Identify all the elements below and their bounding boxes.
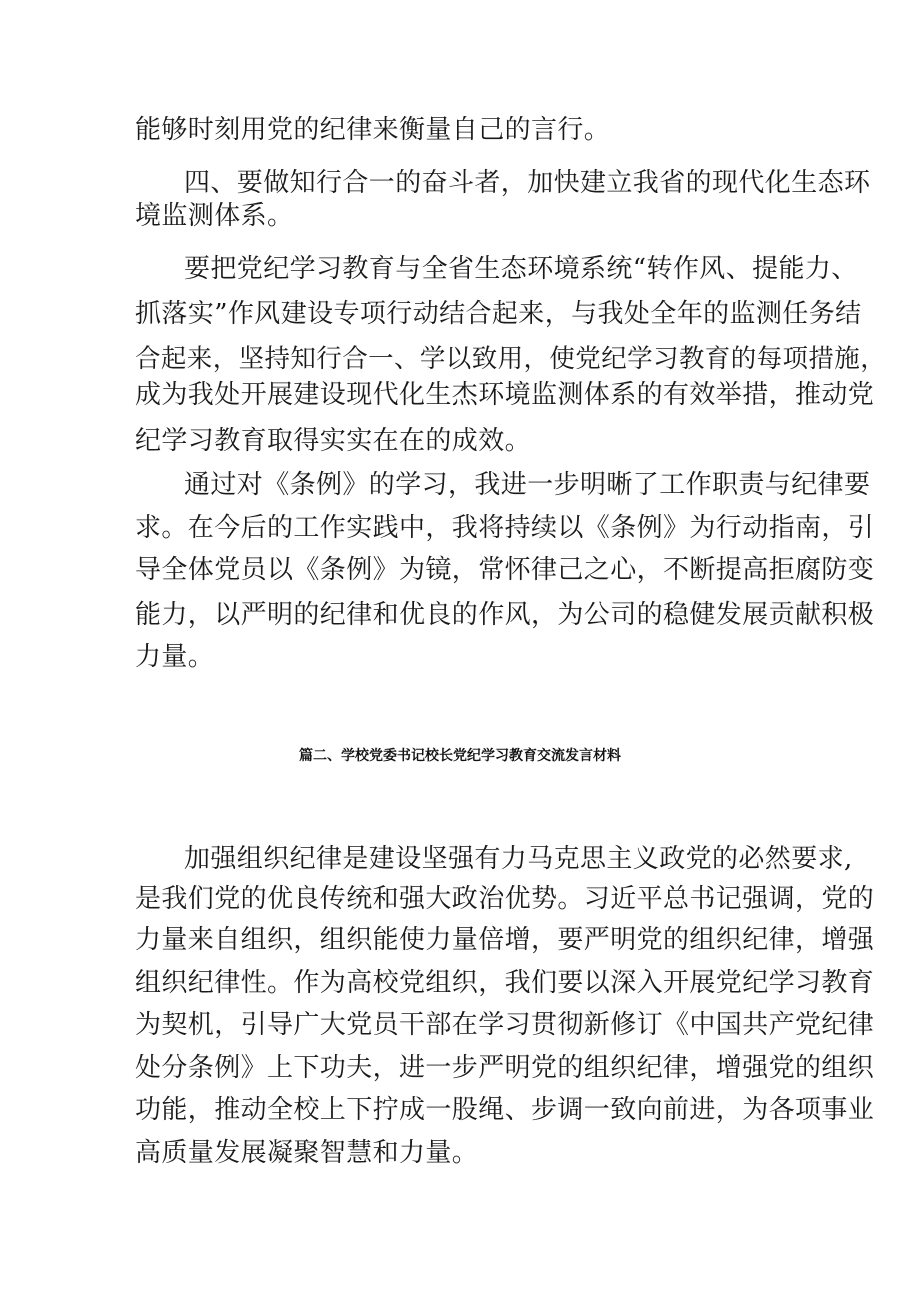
- paragraph-line: 能力，以严明的纪律和优良的作风，为公司的稳健发展贡献积极: [135, 600, 875, 630]
- paragraph-line: 力量。: [135, 642, 215, 672]
- paragraph-line: 能够时刻用党的纪律来衡量自己的言行。: [135, 115, 611, 145]
- paragraph-line: 处分条例》上下功夫，进一步严明党的组织纪律，增强党的组织: [135, 1053, 875, 1083]
- paragraph-line: 境监测体系。: [135, 201, 294, 231]
- paragraph-line: 抓落实”作风建设专项行动结合起来，与我处全年的监测任务结: [135, 299, 862, 329]
- paragraph-line: 导全体党员以《条例》为镜，常怀律己之心，不断提高拒腐防变: [135, 555, 875, 585]
- paragraph-line: 合起来，坚持知行合一、学以致用，使党纪学习教育的每项措施，: [135, 344, 887, 374]
- paragraph-line: 成为我处开展建设现代化生杰环境监测体系的有效举措，推动党: [135, 380, 875, 410]
- section-point-four: 四、要做知行合一的奋斗者，加快建立我省的现代化生态环: [184, 168, 871, 198]
- paragraph-line: 加强组织纪律是建设坚强有力马克思主义政党的必然要求,: [184, 844, 853, 874]
- paragraph-line: 是我们党的优良传统和强大政治优势。习近平总书记强调，党的: [135, 884, 875, 914]
- paragraph-line: 通过对《条例》的学习，我进一步明晰了工作职责与纪律要: [184, 470, 871, 500]
- paragraph-line: 为契机，引导广大党员干部在学习贯彻新修订《中国共产党纪律: [135, 1010, 875, 1040]
- paragraph-line: 要把党纪学习教育与全省生态环境系统“转作风、提能力、: [184, 254, 858, 284]
- paragraph-line: 功能，推动全校上下拧成一股绳、步调一致向前进，为各项事业: [135, 1095, 875, 1125]
- paragraph-line: 组织纪律性。作为高校党组织，我们要以深入开展党纪学习教育: [135, 968, 875, 998]
- paragraph-line: 力量来自组织，组织能使力量倍增，要严明党的组织纪律，增强: [135, 925, 875, 955]
- section-heading: 篇二、学校党委书记校长党纪学习教育交流发言材料: [299, 748, 621, 764]
- paragraph-line: 纪学习教育取得实实在在的成效。: [135, 426, 532, 456]
- paragraph-line: 求。在今后的工作实践中，我将持续以《条例》为行动指南，引: [135, 513, 875, 543]
- paragraph-line: 高质量发展凝聚智慧和力量。: [135, 1138, 479, 1168]
